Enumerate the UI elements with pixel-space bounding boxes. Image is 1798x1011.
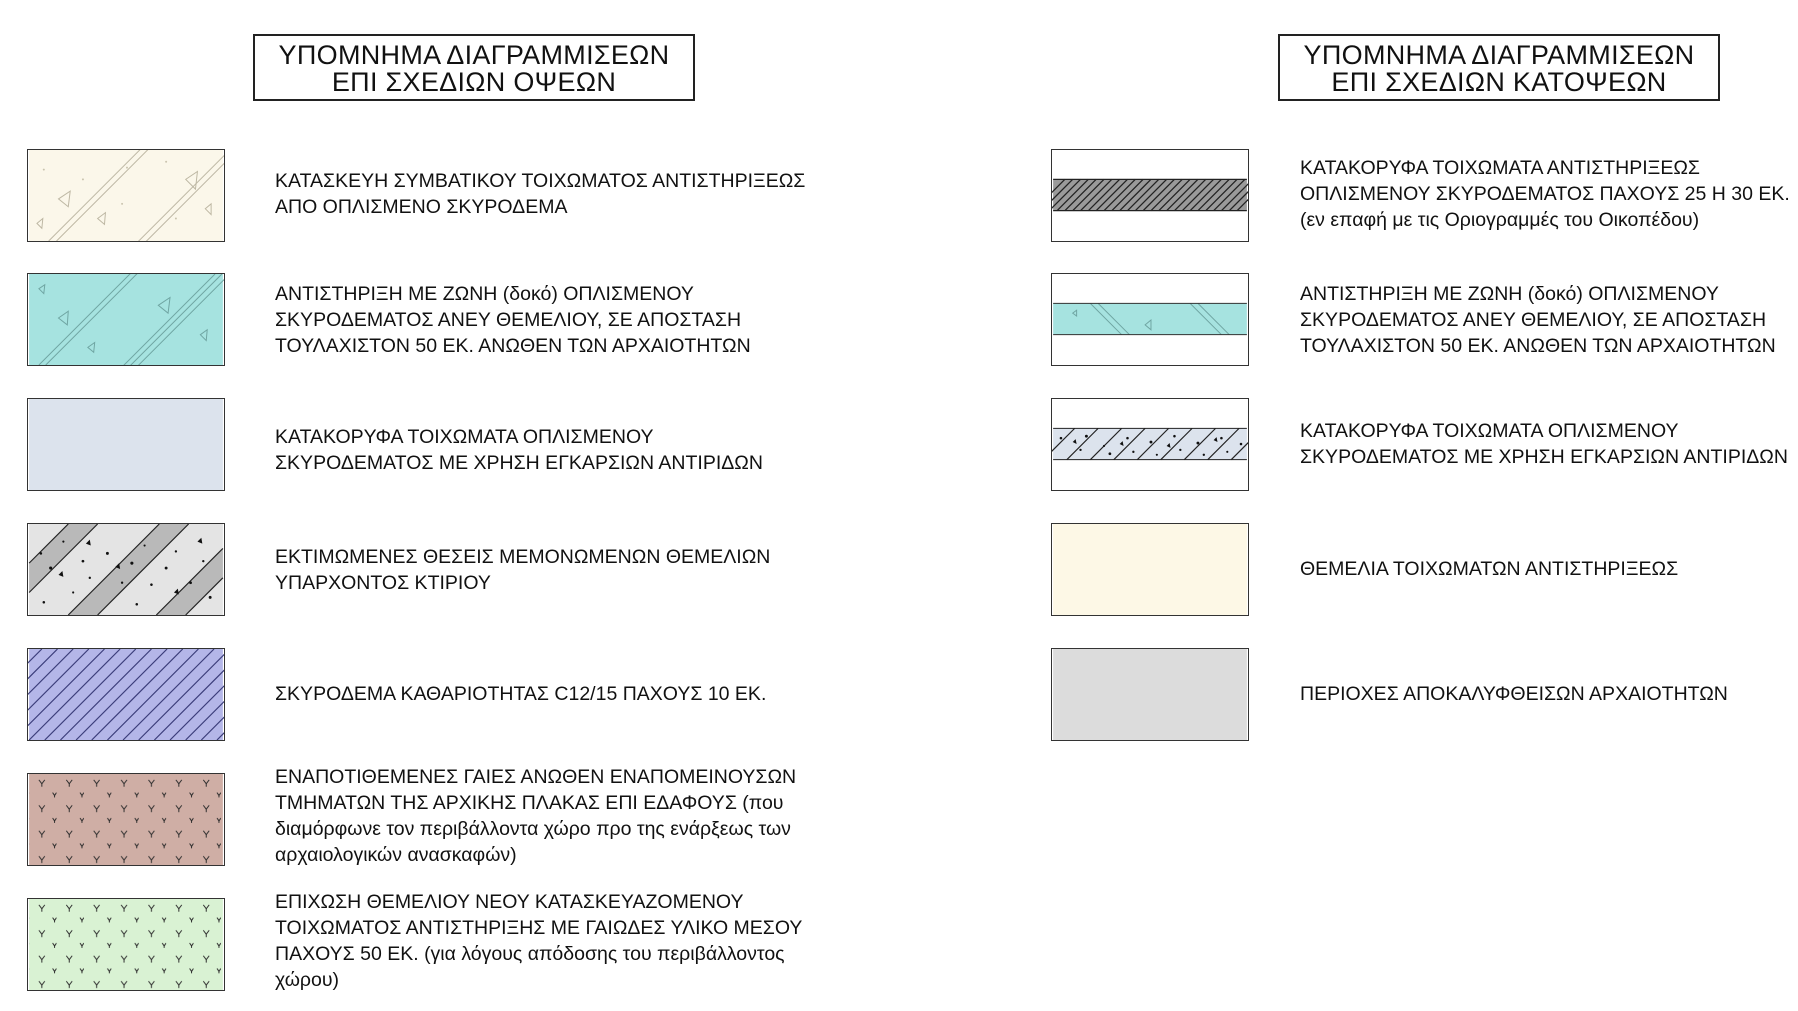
swatch-fill [29,399,223,490]
solid-fill-pattern [1052,649,1248,740]
swatch-retaining-walls-plan [1051,149,1249,242]
legend-item-label: ΚΑΤΑΚΟΡΥΦΑ ΤΟΙΧΩΜΑΤΑ ΑΝΤΙΣΤΗΡΙΞΕΩΣ ΟΠΛΙΣΜΕΝΟΥ ΣΚΥΡΟΔΕΜΑΤΟΣ ΠΑΧΟΥΣ 25 Η 30 ΕΚ. (εν επαφή με τις Οριογραμμές του Οικοπέδου) [1300,157,1790,231]
legend-item-label: ΑΝΤΙΣΤΗΡΙΞΗ ΜΕ ΖΩΝΗ (δοκό) ΟΠΛΙΣΜΕΝΟΥ ΣΚΥΡΟΔΕΜΑΤΟΣ ΑΝΕΥ ΘΕΜΕΛΙΟΥ, ΣΕ ΑΠΟΣΤΑΣΗ ΤΟΥΛΑΧΙΣΤΟΝ 50 ΕΚ. ΑΝΩΘΕΝ ΤΩΝ ΑΡΧΑΙΟΤΗΤΩΝ [275,283,751,357]
soil-marks-pattern [28,899,224,990]
swatch-vertical-walls-plan [1051,398,1249,491]
legend-item-label: ΑΝΤΙΣΤΗΡΙΞΗ ΜΕ ΖΩΝΗ (δοκό) ΟΠΛΙΣΜΕΝΟΥ ΣΚΥΡΟΔΕΜΑΤΟΣ ΑΝΕΥ ΘΕΜΕΛΙΟΥ, ΣΕ ΑΠΟΣΤΑΣΗ ΤΟΥΛΑΧΙΣΤΟΝ 50 ΕΚ. ΑΝΩΘΕΝ ΤΩΝ ΑΡΧΑΙΟΤΗΤΩΝ [1300,283,1776,357]
swatch-fill [29,274,223,365]
legend-title-elevations [253,34,695,101]
legend-item-label: ΕΚΤΙΜΩΜΕΝΕΣ ΘΕΣΕΙΣ ΜΕΜΟΝΩΜΕΝΩΝ ΘΕΜΕΛΙΩΝ ΥΠΑΡΧΟΝΤΟΣ ΚΤΙΡΙΟΥ [275,546,771,594]
legend-item-label: ΕΝΑΠΟΤΙΘΕΜΕΝΕΣ ΓΑΙΕΣ ΑΝΩΘΕΝ ΕΝΑΠΟΜΕΙΝΟΥΣΩΝ ΤΜΗΜΑΤΩΝ ΤΗΣ ΑΡΧΙΚΗΣ ΠΛΑΚΑΣ ΕΠΙ ΕΔΑΦΟΥΣ (που διαμόρφωνε τον περιβάλλοντα χώρο προ της ενάρξεως των αρχαιολογικών ανασκαφών) [275,766,797,866]
swatch-reinforced-beam-plan [1051,273,1249,366]
gravel-stripes-pattern [28,524,224,615]
legend-item-label: ΚΑΤΑΚΟΡΥΦΑ ΤΟΙΧΩΜΑΤΑ ΟΠΛΙΣΜΕΝΟΥ ΣΚΥΡΟΔΕΜΑΤΟΣ ΜΕ ΧΡΗΣΗ ΕΓΚΑΡΣΙΩΝ ΑΝΤΙΡΙΔΩΝ [275,426,763,474]
title-line: ΕΠΙ ΣΧΕΔΙΩΝ ΚΑΤΟΨΕΩΝ [1331,67,1667,97]
concrete-triangles-pattern [28,274,224,365]
swatch-fill [1053,303,1247,334]
band-gravel-pattern [1052,399,1248,490]
swatch-existing-foundations [27,523,225,616]
swatch-fill [1053,524,1247,615]
hatch-pattern [28,649,224,740]
legend-title-plans [1278,34,1720,101]
legend-item-label: ΣΚΥΡΟΔΕΜΑ ΚΑΘΑΡΙΟΤΗΤΑΣ C12/15 ΠΑΧΟΥΣ 10 ΕΚ. [275,683,767,705]
soil-marks-pattern [28,774,224,865]
band-pattern [1052,274,1248,365]
legend-item-label: ΠΕΡΙΟΧΕΣ ΑΠΟΚΑΛΥΦΘΕΙΣΩΝ ΑΡΧΑΙΟΤΗΤΩΝ [1300,683,1728,705]
title-line: ΥΠΟΜΝΗΜΑ ΔΙΑΓΡΑΜΜΙΣΕΩΝ [278,40,670,70]
swatch-concrete-wall-elevation [27,149,225,242]
swatch-wall-foundations [1051,523,1249,616]
solid-fill-pattern [28,399,224,490]
concrete-triangles-pattern [28,150,224,241]
swatch-reinforced-beam-elevation [27,273,225,366]
swatch-deposited-soil [27,773,225,866]
swatch-vertical-walls-elevation [27,398,225,491]
legend-item-label: ΘΕΜΕΛΙΑ ΤΟΙΧΩΜΑΤΩΝ ΑΝΤΙΣΤΗΡΙΞΕΩΣ [1300,558,1679,580]
swatch-backfill [27,898,225,991]
title-line: ΕΠΙ ΣΧΕΔΙΩΝ ΟΨΕΩΝ [331,67,617,97]
band-hatch-pattern [1052,150,1248,241]
solid-fill-pattern [1052,524,1248,615]
legend-item-label: ΚΑΤΑΚΟΡΥΦΑ ΤΟΙΧΩΜΑΤΑ ΟΠΛΙΣΜΕΝΟΥ ΣΚΥΡΟΔΕΜΑΤΟΣ ΜΕ ΧΡΗΣΗ ΕΓΚΑΡΣΙΩΝ ΑΝΤΙΡΙΔΩΝ [1300,420,1788,468]
legend-item-label: ΕΠΙΧΩΣΗ ΘΕΜΕΛΙΟΥ ΝΕΟΥ ΚΑΤΑΣΚΕΥΑΖΟΜΕΝΟΥ ΤΟΙΧΩΜΑΤΟΣ ΑΝΤΙΣΤΗΡΙΞΗΣ ΜΕ ΓΑΙΩΔΕΣ ΥΛΙΚΟ ΜΕΣΟΥ ΠΑΧΟΥΣ 50 ΕΚ. (για λόγους απόδοσης του περιβάλλοντος χώρου) [275,891,803,991]
swatch-lean-concrete [27,648,225,741]
legend-item-label: ΚΑΤΑΣΚΕΥΗ ΣΥΜΒΑΤΙΚΟΥ ΤΟΙΧΩΜΑΤΟΣ ΑΝΤΙΣΤΗΡΙΞΕΩΣ ΑΠΟ ΟΠΛΙΣΜΕΝΟ ΣΚΥΡΟΔΕΜΑ [275,170,806,218]
swatch-uncovered-antiquities [1051,648,1249,741]
swatch-fill [1053,649,1247,740]
title-line: ΥΠΟΜΝΗΜΑ ΔΙΑΓΡΑΜΜΙΣΕΩΝ [1303,40,1695,70]
